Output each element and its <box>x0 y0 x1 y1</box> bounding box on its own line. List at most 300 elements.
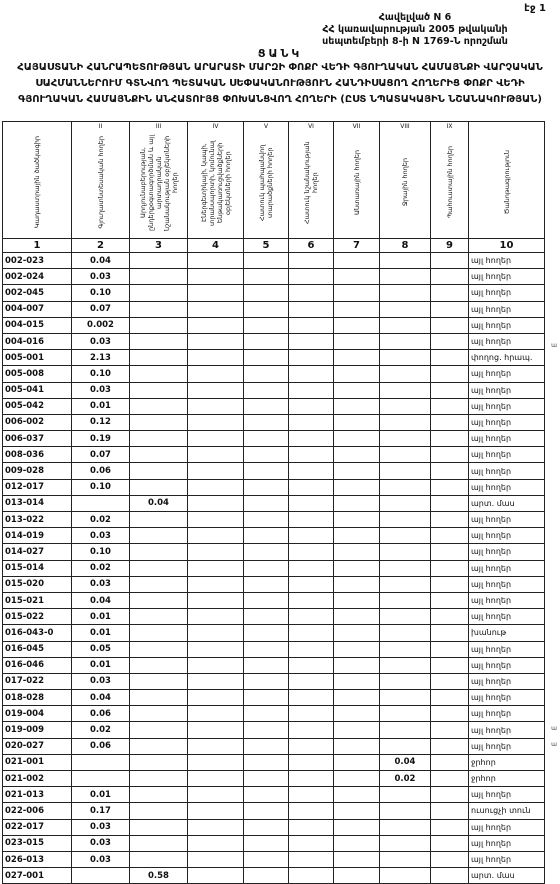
agricultural-land-cell: 0.05 <box>72 641 130 657</box>
protected-land-cell <box>244 835 289 851</box>
forest-land-cell <box>334 754 380 770</box>
energy-land-cell <box>188 269 244 285</box>
note-cell: այլ հողեր <box>469 382 545 398</box>
reserve-land-cell <box>431 754 469 770</box>
table-row <box>3 333 545 349</box>
forest-land-cell <box>334 673 380 689</box>
table-row <box>3 868 545 884</box>
cadastral-code-cell: 005-042 <box>3 398 72 414</box>
industrial-land-cell <box>130 463 188 479</box>
special-land-cell <box>289 690 334 706</box>
agricultural-land-cell: 0.04 <box>72 253 130 269</box>
agricultural-land-cell <box>72 754 130 770</box>
forest-land-cell <box>334 463 380 479</box>
industrial-land-cell <box>130 479 188 495</box>
forest-land-cell <box>334 851 380 867</box>
cadastral-code-cell: 021-001 <box>3 754 72 770</box>
energy-land-cell <box>188 803 244 819</box>
note-cell: այլ հողեր <box>469 463 545 479</box>
note-cell: այլ հողեր <box>469 851 545 867</box>
energy-land-cell <box>188 673 244 689</box>
table-row <box>3 787 545 803</box>
energy-land-cell <box>188 544 244 560</box>
forest-land-cell <box>334 414 380 430</box>
reserve-land-cell <box>431 819 469 835</box>
note-cell: այլ հողեր <box>469 673 545 689</box>
roman-numeral: VI <box>289 122 334 131</box>
roman-numeral: IX <box>431 122 469 131</box>
forest-land-cell <box>334 512 380 528</box>
forest-land-cell <box>334 317 380 333</box>
industrial-land-cell <box>130 690 188 706</box>
note-cell: ուսուցչի տուն <box>469 803 545 819</box>
agricultural-land-cell: 0.03 <box>72 851 130 867</box>
water-land-cell <box>380 528 431 544</box>
reserve-land-cell <box>431 576 469 592</box>
note-cell: այլ հողեր <box>469 301 545 317</box>
protected-land-cell <box>244 609 289 625</box>
industrial-land-cell <box>130 366 188 382</box>
industrial-land-cell: 0.04 <box>130 495 188 511</box>
column-number: 2 <box>72 239 130 253</box>
agricultural-land-cell: 0.03 <box>72 382 130 398</box>
energy-land-cell <box>188 382 244 398</box>
water-land-cell <box>380 738 431 754</box>
table-row <box>3 431 545 447</box>
water-land-cell <box>380 253 431 269</box>
special-land-cell <box>289 851 334 867</box>
water-land-cell <box>380 285 431 301</box>
cadastral-code-cell: 012-017 <box>3 479 72 495</box>
energy-land-cell <box>188 819 244 835</box>
water-land-cell: 0.04 <box>380 754 431 770</box>
water-land-cell <box>380 333 431 349</box>
agricultural-land-cell: 0.02 <box>72 512 130 528</box>
water-land-cell <box>380 301 431 317</box>
note-cell: այլ հողեր <box>469 576 545 592</box>
note-cell: այլ հողեր <box>469 592 545 608</box>
water-land-cell <box>380 625 431 641</box>
agricultural-land-cell: 0.01 <box>72 625 130 641</box>
roman-numeral: II <box>72 122 130 131</box>
note-cell: այլ հողեր <box>469 835 545 851</box>
table-row <box>3 350 545 366</box>
energy-land-cell <box>188 641 244 657</box>
protected-land-cell <box>244 317 289 333</box>
reserve-land-cell <box>431 851 469 867</box>
annex-number: Հավելված N 6 <box>378 12 452 23</box>
cadastral-code-cell: 004-007 <box>3 301 72 317</box>
reserve-land-cell <box>431 382 469 398</box>
energy-land-cell <box>188 851 244 867</box>
reserve-land-cell <box>431 706 469 722</box>
energy-land-cell <box>188 722 244 738</box>
water-land-cell: 0.02 <box>380 771 431 787</box>
water-land-cell <box>380 868 431 884</box>
agricultural-land-cell: 0.06 <box>72 738 130 754</box>
reserve-land-cell <box>431 528 469 544</box>
industrial-land-cell <box>130 771 188 787</box>
special-land-cell <box>289 512 334 528</box>
roman-numeral: IV <box>188 122 244 131</box>
special-land-cell <box>289 868 334 884</box>
reserve-land-cell <box>431 414 469 430</box>
water-land-cell <box>380 851 431 867</box>
page-number: էջ 1 <box>524 3 546 14</box>
industrial-land-cell <box>130 706 188 722</box>
table-row <box>3 301 545 317</box>
reserve-land-cell <box>431 463 469 479</box>
roman-numeral: VII <box>334 122 380 131</box>
reserve-land-cell <box>431 835 469 851</box>
energy-land-cell <box>188 560 244 576</box>
energy-land-cell <box>188 285 244 301</box>
column-header: Ծանոթագրություն <box>502 150 511 215</box>
cadastral-code-cell: 027-001 <box>3 868 72 884</box>
table-row <box>3 512 545 528</box>
cadastral-code-cell: 018-028 <box>3 690 72 706</box>
agricultural-land-cell <box>72 495 130 511</box>
table-row <box>3 609 545 625</box>
energy-land-cell <box>188 835 244 851</box>
energy-land-cell <box>188 528 244 544</box>
reserve-land-cell <box>431 722 469 738</box>
cadastral-code-cell: 022-017 <box>3 819 72 835</box>
protected-land-cell <box>244 690 289 706</box>
column-header-row <box>3 130 545 239</box>
column-header-cell <box>289 130 334 239</box>
protected-land-cell <box>244 447 289 463</box>
special-land-cell <box>289 479 334 495</box>
energy-land-cell <box>188 301 244 317</box>
reserve-land-cell <box>431 350 469 366</box>
table-row <box>3 317 545 333</box>
agricultural-land-cell: 0.03 <box>72 528 130 544</box>
forest-land-cell <box>334 690 380 706</box>
water-land-cell <box>380 382 431 398</box>
forest-land-cell <box>334 592 380 608</box>
annex-header <box>290 12 540 48</box>
reserve-land-cell <box>431 690 469 706</box>
reserve-land-cell <box>431 609 469 625</box>
note-cell: խանութ <box>469 625 545 641</box>
water-land-cell <box>380 835 431 851</box>
roman-numeral <box>3 122 72 131</box>
protected-land-cell <box>244 576 289 592</box>
protected-land-cell <box>244 641 289 657</box>
industrial-land-cell <box>130 835 188 851</box>
note-cell: այլ հողեր <box>469 366 545 382</box>
special-land-cell <box>289 722 334 738</box>
special-land-cell <box>289 528 334 544</box>
cadastral-code-cell: 004-016 <box>3 333 72 349</box>
cadastral-code-cell: 021-002 <box>3 771 72 787</box>
note-cell: այլ հողեր <box>469 317 545 333</box>
special-land-cell <box>289 269 334 285</box>
cadastral-code-cell: 026-013 <box>3 851 72 867</box>
industrial-land-cell <box>130 592 188 608</box>
roman-numeral <box>469 122 545 131</box>
water-land-cell <box>380 495 431 511</box>
cadastral-code-cell: 004-015 <box>3 317 72 333</box>
water-land-cell <box>380 350 431 366</box>
forest-land-cell <box>334 350 380 366</box>
protected-land-cell <box>244 285 289 301</box>
industrial-land-cell <box>130 851 188 867</box>
water-land-cell <box>380 512 431 528</box>
forest-land-cell <box>334 803 380 819</box>
column-header: Պահուստային հողեր <box>445 146 454 219</box>
margin-mark: ա <box>551 725 557 732</box>
forest-land-cell <box>334 366 380 382</box>
water-land-cell <box>380 431 431 447</box>
reserve-land-cell <box>431 285 469 301</box>
industrial-land-cell: 0.58 <box>130 868 188 884</box>
special-land-cell <box>289 754 334 770</box>
column-header-cell <box>72 130 130 239</box>
land-register-table <box>2 121 545 884</box>
agricultural-land-cell: 0.03 <box>72 835 130 851</box>
protected-land-cell <box>244 350 289 366</box>
note-cell: փողոց. հրապ. <box>469 350 545 366</box>
column-number: 1 <box>3 239 72 253</box>
reserve-land-cell <box>431 479 469 495</box>
industrial-land-cell <box>130 722 188 738</box>
reserve-land-cell <box>431 544 469 560</box>
protected-land-cell <box>244 738 289 754</box>
special-land-cell <box>289 447 334 463</box>
cadastral-code-cell: 019-004 <box>3 706 72 722</box>
column-number: 8 <box>380 239 431 253</box>
special-land-cell <box>289 366 334 382</box>
agricultural-land-cell <box>72 771 130 787</box>
special-land-cell <box>289 285 334 301</box>
reserve-land-cell <box>431 317 469 333</box>
note-cell: ջրհոր <box>469 754 545 770</box>
column-number: 3 <box>130 239 188 253</box>
note-cell: արտ. մաս <box>469 495 545 511</box>
special-land-cell <box>289 835 334 851</box>
special-land-cell <box>289 301 334 317</box>
special-land-cell <box>289 398 334 414</box>
energy-land-cell <box>188 479 244 495</box>
note-cell: այլ հողեր <box>469 641 545 657</box>
industrial-land-cell <box>130 819 188 835</box>
cadastral-code-cell: 013-022 <box>3 512 72 528</box>
energy-land-cell <box>188 592 244 608</box>
water-land-cell <box>380 819 431 835</box>
forest-land-cell <box>334 625 380 641</box>
reserve-land-cell <box>431 495 469 511</box>
table-row <box>3 754 545 770</box>
column-header: Ջրային հողեր <box>401 158 409 207</box>
forest-land-cell <box>334 787 380 803</box>
water-land-cell <box>380 398 431 414</box>
special-land-cell <box>289 787 334 803</box>
energy-land-cell <box>188 787 244 803</box>
agricultural-land-cell: 0.01 <box>72 657 130 673</box>
table-row <box>3 528 545 544</box>
agricultural-land-cell: 0.06 <box>72 706 130 722</box>
water-land-cell <box>380 269 431 285</box>
note-cell: այլ հողեր <box>469 528 545 544</box>
forest-land-cell <box>334 431 380 447</box>
energy-land-cell <box>188 512 244 528</box>
special-land-cell <box>289 706 334 722</box>
forest-land-cell <box>334 269 380 285</box>
agricultural-land-cell: 0.10 <box>72 479 130 495</box>
agricultural-land-cell: 0.01 <box>72 609 130 625</box>
industrial-land-cell <box>130 754 188 770</box>
cadastral-code-cell: 014-027 <box>3 544 72 560</box>
protected-land-cell <box>244 868 289 884</box>
note-cell: այլ հողեր <box>469 333 545 349</box>
agricultural-land-cell <box>72 868 130 884</box>
protected-land-cell <box>244 673 289 689</box>
water-land-cell <box>380 803 431 819</box>
margin-mark: ա <box>551 342 557 349</box>
table-row <box>3 819 545 835</box>
reserve-land-cell <box>431 673 469 689</box>
industrial-land-cell <box>130 398 188 414</box>
table-row <box>3 592 545 608</box>
cadastral-code-cell: 016-043-0 <box>3 625 72 641</box>
agricultural-land-cell: 0.02 <box>72 560 130 576</box>
column-header-cell <box>431 130 469 239</box>
protected-land-cell <box>244 625 289 641</box>
agricultural-land-cell: 2.13 <box>72 350 130 366</box>
special-land-cell <box>289 657 334 673</box>
agricultural-land-cell: 0.17 <box>72 803 130 819</box>
cadastral-code-cell: 002-024 <box>3 269 72 285</box>
agricultural-land-cell: 0.04 <box>72 690 130 706</box>
industrial-land-cell <box>130 253 188 269</box>
note-cell: ջրհոր <box>469 771 545 787</box>
table-row <box>3 738 545 754</box>
table-row <box>3 835 545 851</box>
reserve-land-cell <box>431 641 469 657</box>
cadastral-code-cell: 006-037 <box>3 431 72 447</box>
agricultural-land-cell: 0.03 <box>72 576 130 592</box>
energy-land-cell <box>188 495 244 511</box>
table-row <box>3 285 545 301</box>
special-land-cell <box>289 317 334 333</box>
energy-land-cell <box>188 333 244 349</box>
table-row <box>3 447 545 463</box>
table-row <box>3 657 545 673</box>
column-header-cell <box>3 130 72 239</box>
cadastral-code-cell: 016-046 <box>3 657 72 673</box>
agricultural-land-cell: 0.03 <box>72 269 130 285</box>
agricultural-land-cell: 0.03 <box>72 819 130 835</box>
column-header-cell <box>188 130 244 239</box>
water-land-cell <box>380 641 431 657</box>
protected-land-cell <box>244 479 289 495</box>
energy-land-cell <box>188 317 244 333</box>
agricultural-land-cell: 0.10 <box>72 366 130 382</box>
reserve-land-cell <box>431 269 469 285</box>
protected-land-cell <box>244 495 289 511</box>
roman-numeral: III <box>130 122 188 131</box>
reserve-land-cell <box>431 803 469 819</box>
forest-land-cell <box>334 560 380 576</box>
table-row <box>3 366 545 382</box>
water-land-cell <box>380 576 431 592</box>
margin-mark: ա <box>551 741 557 748</box>
protected-land-cell <box>244 771 289 787</box>
forest-land-cell <box>334 819 380 835</box>
forest-land-cell <box>334 641 380 657</box>
energy-land-cell <box>188 706 244 722</box>
agricultural-land-cell: 0.03 <box>72 333 130 349</box>
protected-land-cell <box>244 803 289 819</box>
industrial-land-cell <box>130 657 188 673</box>
column-number: 7 <box>334 239 380 253</box>
reserve-land-cell <box>431 447 469 463</box>
energy-land-cell <box>188 350 244 366</box>
agricultural-land-cell: 0.002 <box>72 317 130 333</box>
table-row <box>3 398 545 414</box>
industrial-land-cell <box>130 447 188 463</box>
protected-land-cell <box>244 253 289 269</box>
table-row <box>3 560 545 576</box>
column-header: Հատուկ նշանակության հողեր <box>303 141 319 224</box>
industrial-land-cell <box>130 673 188 689</box>
protected-land-cell <box>244 851 289 867</box>
water-land-cell <box>380 317 431 333</box>
note-cell: այլ հողեր <box>469 722 545 738</box>
industrial-land-cell <box>130 609 188 625</box>
forest-land-cell <box>334 382 380 398</box>
forest-land-cell <box>334 301 380 317</box>
industrial-land-cell <box>130 803 188 819</box>
table-row <box>3 771 545 787</box>
water-land-cell <box>380 657 431 673</box>
agricultural-land-cell: 0.04 <box>72 592 130 608</box>
protected-land-cell <box>244 366 289 382</box>
special-land-cell <box>289 414 334 430</box>
special-land-cell <box>289 495 334 511</box>
column-number: 9 <box>431 239 469 253</box>
forest-land-cell <box>334 738 380 754</box>
table-row <box>3 851 545 867</box>
energy-land-cell <box>188 414 244 430</box>
industrial-land-cell <box>130 641 188 657</box>
forest-land-cell <box>334 479 380 495</box>
column-header-cell <box>244 130 289 239</box>
water-land-cell <box>380 673 431 689</box>
energy-land-cell <box>188 253 244 269</box>
reserve-land-cell <box>431 333 469 349</box>
protected-land-cell <box>244 512 289 528</box>
cadastral-code-cell: 019-009 <box>3 722 72 738</box>
cadastral-code-cell: 002-045 <box>3 285 72 301</box>
note-cell: այլ հողեր <box>469 431 545 447</box>
forest-land-cell <box>334 771 380 787</box>
cadastral-code-cell: 020-027 <box>3 738 72 754</box>
forest-land-cell <box>334 576 380 592</box>
column-number: 4 <box>188 239 244 253</box>
agricultural-land-cell: 0.12 <box>72 414 130 430</box>
column-header: Գյուղատնտեսական հողեր <box>96 136 105 229</box>
forest-land-cell <box>334 447 380 463</box>
reserve-land-cell <box>431 771 469 787</box>
note-cell: այլ հողեր <box>469 398 545 414</box>
special-land-cell <box>289 560 334 576</box>
cadastral-code-cell: 015-021 <box>3 592 72 608</box>
energy-land-cell <box>188 609 244 625</box>
agricultural-land-cell: 0.07 <box>72 447 130 463</box>
